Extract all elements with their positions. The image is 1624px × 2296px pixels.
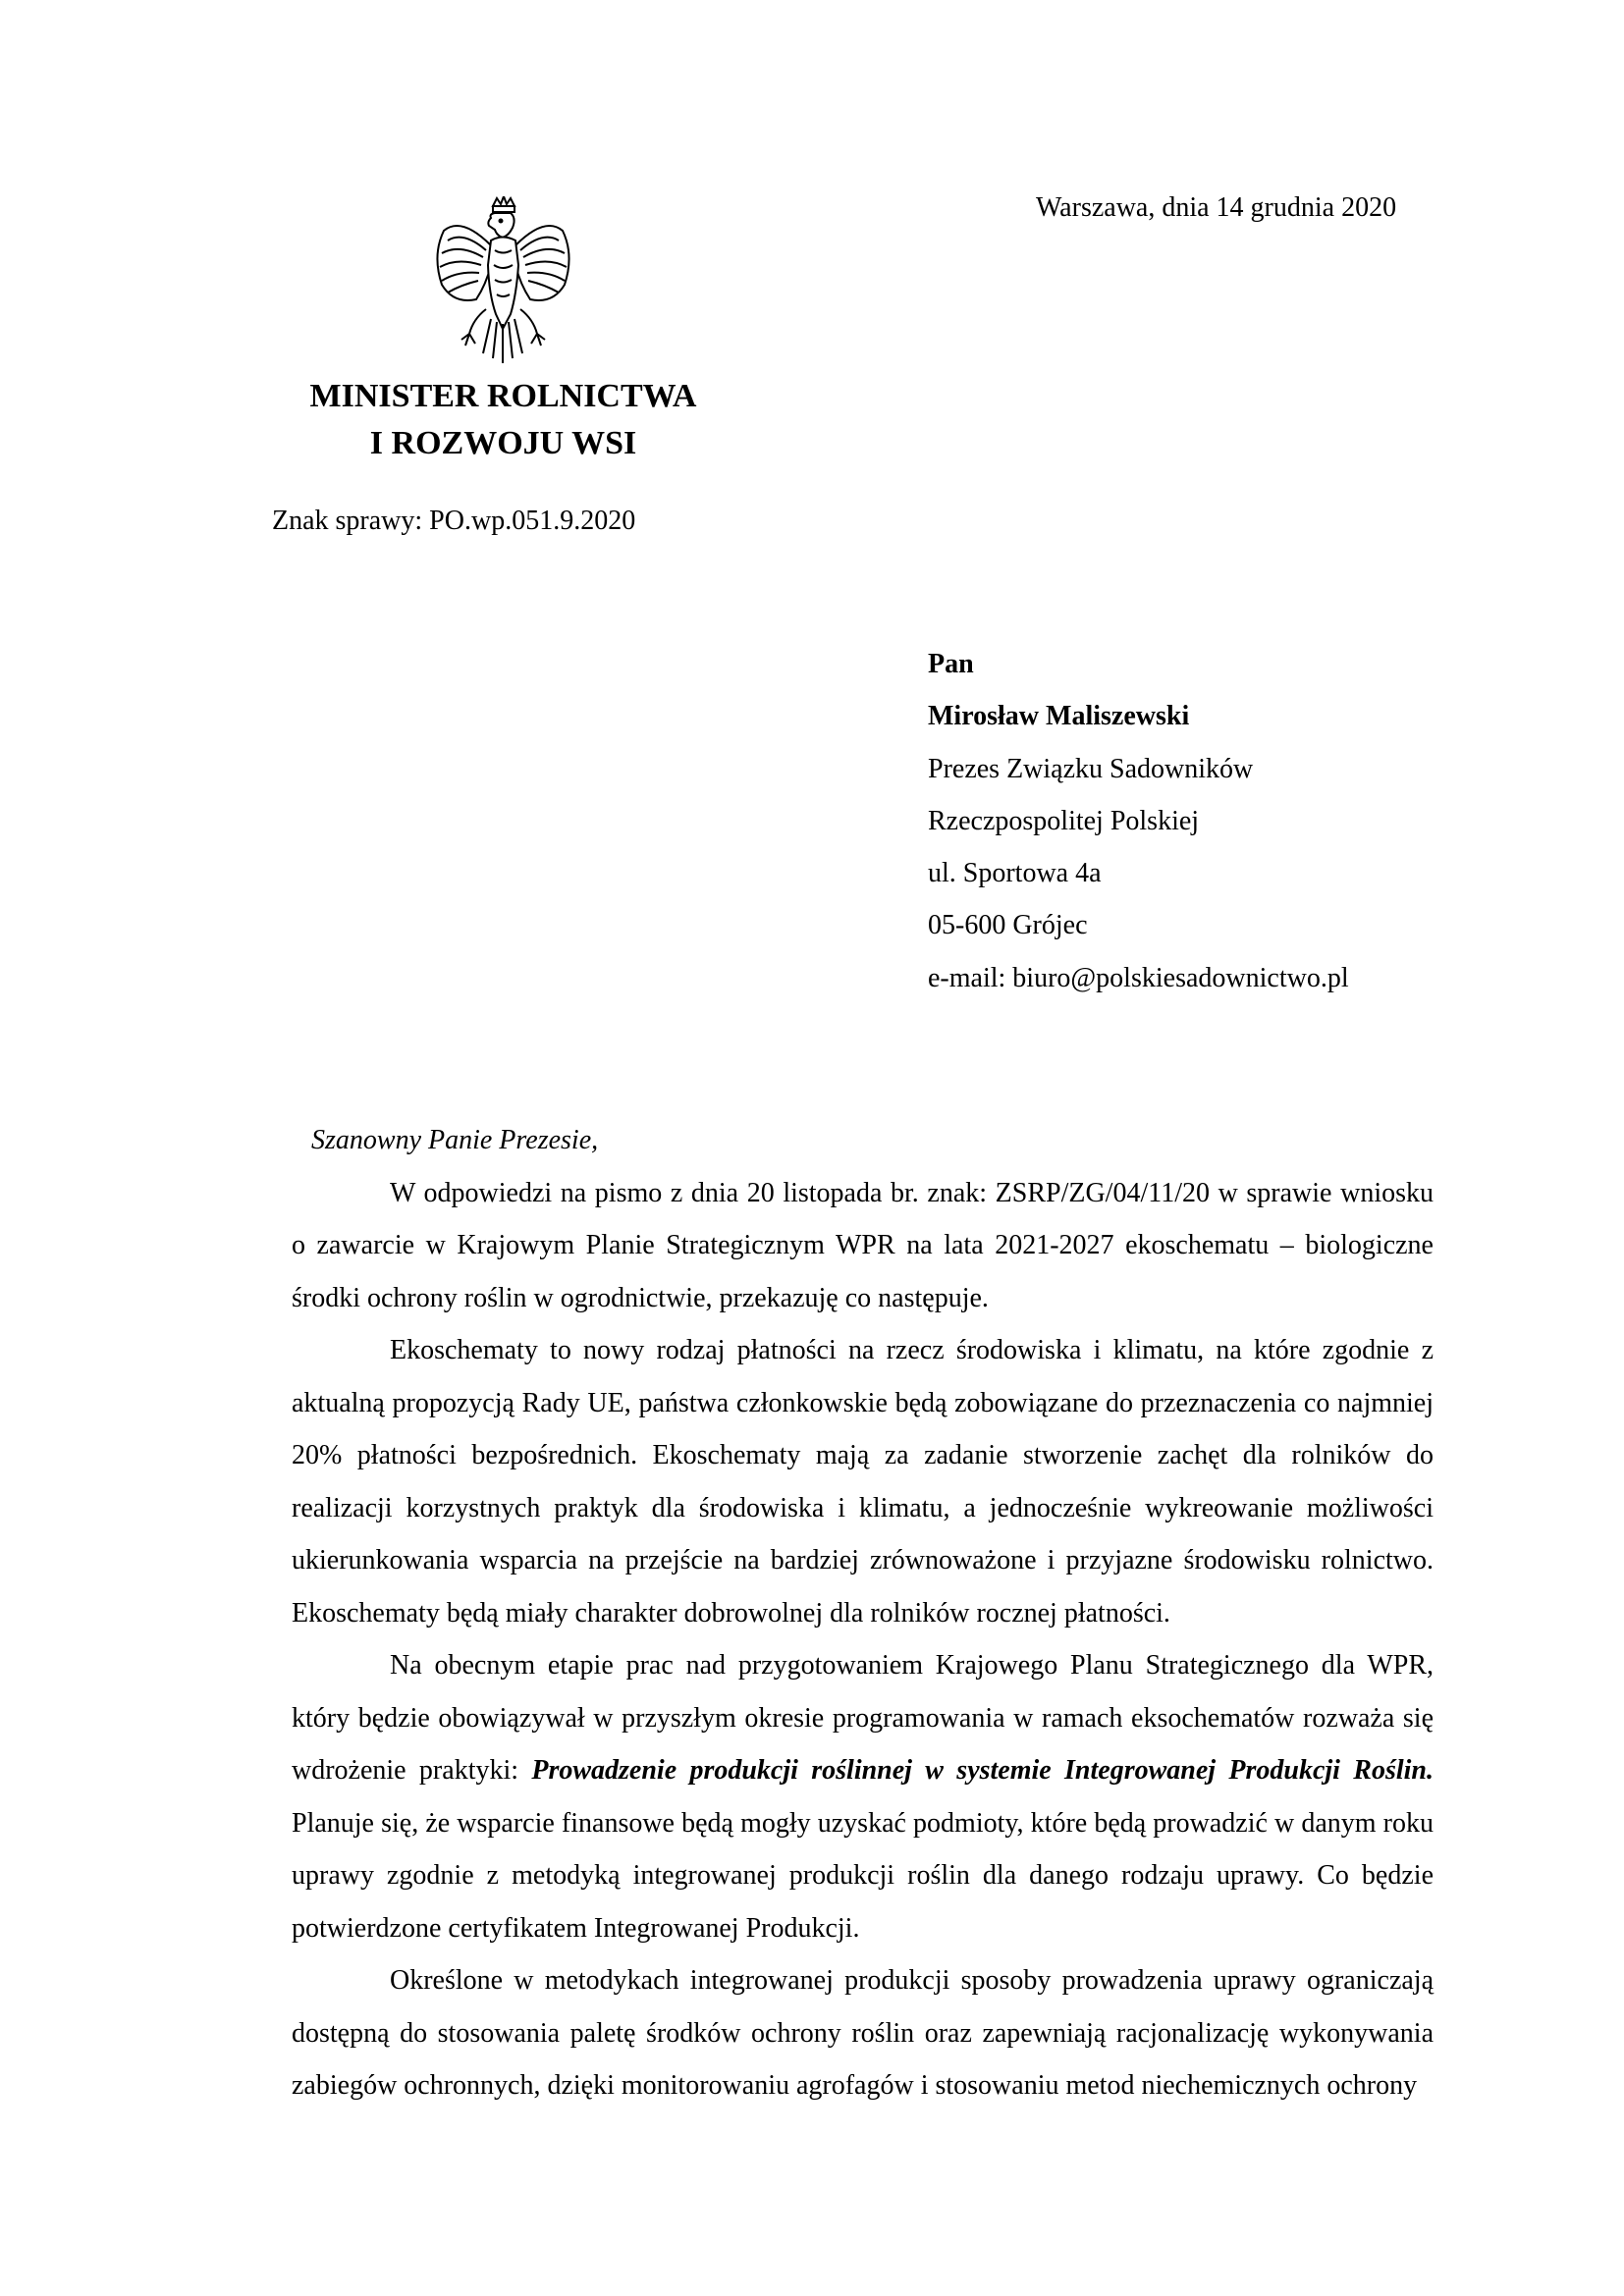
case-reference: Znak sprawy: PO.wp.051.9.2020	[272, 506, 636, 536]
recipient-street: ul. Sportowa 4a	[928, 858, 1102, 889]
letter-body	[292, 1114, 1434, 2112]
issuer-heading	[275, 373, 731, 467]
paragraph-2: Ekoschematy to nowy rodzaj płatności na rzecz środowiska i klimatu, na które zgodnie z aktualną propozycją Rady UE, państwa członkowskie będą zobowiązane do przeznaczenia co najmniej 20% płatności bezpośrednich. Ekoschematy mają za zadanie stworzenie zachęt dla rolników do realizacji korzystnych praktyk dla środowiska i klimatu, a jednocześnie wykreowanie możliwości ukierunkowania wsparcia na przejście na bardziej zrównoważone i przyjazne środowisku rolnictwo. Ekoschematy będą miały charakter dobrowolnej dla rolników rocznej płatności.	[292, 1335, 1434, 1629]
recipient-postal-city: 05-600 Grójec	[928, 910, 1088, 941]
paragraph-3	[292, 1639, 1434, 1954]
recipient-organization: Rzeczpospolitej Polskiej	[928, 805, 1200, 836]
recipient-email[interactable]: e-mail: biuro@polskiesadownictwo.pl	[928, 962, 1349, 993]
paragraph-3-text-after: Planuje się, że wsparcie finansowe będą mogły uzyskać podmioty, które będą prowadzić w danym roku uprawy zgodnie z metodyką integrowanej produkcji roślin dla danego rodzaju uprawy. Co będzie potwierdzone certyfikatem Integrowanej Produkcji.	[292, 1807, 1434, 1944]
recipient-address-block	[928, 638, 1349, 1004]
paragraph-1: W odpowiedzi na pismo z dnia 20 listopada br. znak: ZSRP/ZG/04/11/20 w sprawie wniosku o zawarcie w Krajowym Planie Strategicznym WPR na lata 2021-2027 ekoschematu – biologiczne środki ochrony roślin w ogrodnictwie, przekazuję co następuje.	[292, 1177, 1434, 1313]
place-date: Warszawa, dnia 14 grudnia 2020	[1036, 192, 1397, 223]
salutation: Szanowny Panie Prezesie,	[311, 1125, 599, 1155]
recipient-name: Mirosław Maliszewski	[928, 701, 1190, 732]
issuer-line-1: MINISTER ROLNICTWA	[309, 378, 697, 414]
polish-eagle-emblem-icon	[432, 196, 574, 368]
paragraph-4: Określone w metodykach integrowanej produkcji sposoby prowadzenia uprawy ograniczają dostępną do stosowania paletę środków ochrony roślin oraz zapewniają racjonalizację wykonywania zabiegów ochronnych, dzięki monitorowaniu agrofagów i stosowaniu metod niechemicznych ochrony	[292, 1965, 1434, 2101]
recipient-title: Pan	[928, 649, 974, 679]
recipient-position: Prezes Związku Sadowników	[928, 753, 1254, 784]
paragraph-3-emphasis: Prowadzenie produkcji roślinnej w systemie Integrowanej Produkcji Roślin.	[531, 1755, 1434, 1786]
paragraph-3-text-before: Na obecnym etapie prac nad przygotowaniem Krajowego Planu Strategicznego dla WPR, który będzie obowiązywał w przyszłym okresie programowania w ramach eksochematów rozważa się wdrożenie praktyki:	[292, 1650, 1434, 1786]
issuer-line-2: I ROZWOJU WSI	[369, 425, 637, 461]
